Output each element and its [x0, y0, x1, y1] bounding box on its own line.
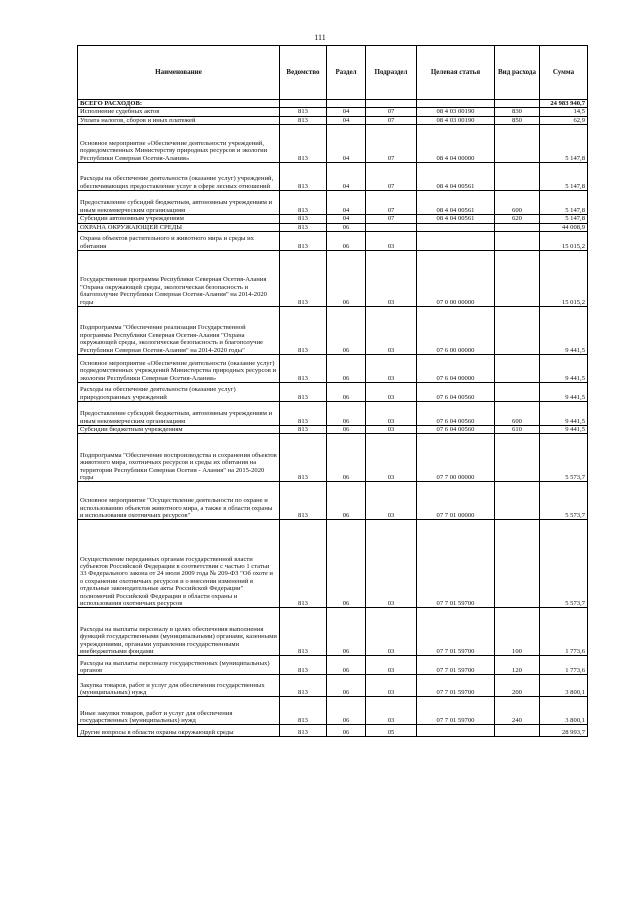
- cell-department: 813: [280, 231, 327, 250]
- cell-department: 813: [280, 608, 327, 656]
- table-row: [78, 697, 588, 725]
- cell-amount: 3 800,1: [540, 697, 588, 725]
- cell-subsection: 07: [366, 125, 417, 163]
- cell-name: Расходы на выплаты персоналу государственных (муниципальных) органов: [78, 656, 280, 675]
- cell-section: [327, 100, 366, 108]
- cell-amount: 14,5: [540, 108, 588, 116]
- header-subsection: Подраздел: [366, 46, 417, 100]
- cell-expense-type: 240: [495, 697, 540, 725]
- cell-department: 813: [280, 434, 327, 482]
- cell-target-article: 07 7 01 59700: [417, 697, 495, 725]
- cell-subsection: 03: [366, 520, 417, 608]
- cell-target-article: 07 6 00 00000: [417, 306, 495, 354]
- cell-expense-type: [495, 163, 540, 191]
- cell-name: Исполнение судебных актов: [78, 108, 280, 116]
- cell-department: 813: [280, 163, 327, 191]
- cell-expense-type: 600: [495, 401, 540, 425]
- table-row: [78, 354, 588, 382]
- table-row: [78, 608, 588, 656]
- table-row: [78, 231, 588, 250]
- cell-expense-type: 830: [495, 108, 540, 116]
- cell-target-article: 08 4 04 00561: [417, 191, 495, 215]
- cell-subsection: 03: [366, 231, 417, 250]
- cell-target-article: 07 7 01 59700: [417, 608, 495, 656]
- cell-target-article: 07 7 01 59700: [417, 520, 495, 608]
- cell-expense-type: [495, 250, 540, 306]
- cell-section: 06: [327, 697, 366, 725]
- cell-expense-type: [495, 434, 540, 482]
- cell-subsection: 03: [366, 675, 417, 697]
- cell-expense-type: [495, 223, 540, 231]
- cell-name: Основное мероприятие «Обеспечение деятельности учреждений, подведомственных Министерству природных ресурсов и экологии Республики Северная Осетия-Алания»: [78, 125, 280, 163]
- table-row: [78, 482, 588, 520]
- cell-target-article: [417, 223, 495, 231]
- cell-subsection: 03: [366, 354, 417, 382]
- cell-subsection: 03: [366, 401, 417, 425]
- cell-section: 06: [327, 231, 366, 250]
- table-row: [78, 250, 588, 306]
- table-row: [78, 656, 588, 675]
- cell-expense-type: 620: [495, 215, 540, 223]
- cell-department: 813: [280, 215, 327, 223]
- table-row: [78, 191, 588, 215]
- cell-subsection: 07: [366, 163, 417, 191]
- table-row: [78, 116, 588, 124]
- cell-section: 06: [327, 520, 366, 608]
- cell-department: 813: [280, 223, 327, 231]
- cell-department: 813: [280, 125, 327, 163]
- cell-section: 06: [327, 401, 366, 425]
- cell-amount: 5 147,8: [540, 163, 588, 191]
- cell-name: Предоставление субсидий бюджетным, автономным учреждениям и иным некоммерческим организациям: [78, 191, 280, 215]
- header-department: Ведомство: [280, 46, 327, 100]
- cell-subsection: 05: [366, 725, 417, 737]
- table-row: [78, 100, 588, 108]
- cell-expense-type: [495, 725, 540, 737]
- table-row: [78, 401, 588, 425]
- cell-department: 813: [280, 382, 327, 401]
- cell-amount: 5 573,7: [540, 434, 588, 482]
- cell-target-article: 08 4 04 00561: [417, 163, 495, 191]
- cell-target-article: 07 6 04 00560: [417, 382, 495, 401]
- cell-amount: 62,9: [540, 116, 588, 124]
- cell-target-article: 07 7 01 59700: [417, 656, 495, 675]
- budget-table: [77, 45, 588, 737]
- cell-subsection: 03: [366, 250, 417, 306]
- cell-subsection: 03: [366, 425, 417, 433]
- table-row: [78, 163, 588, 191]
- cell-target-article: 07 6 04 00000: [417, 354, 495, 382]
- cell-department: 813: [280, 116, 327, 124]
- table-row: [78, 434, 588, 482]
- cell-name: Расходы на выплаты персоналу в целях обеспечения выполнения функций государственными (муниципальными) органами, казенными учреждениями, органами управления государственными внебюджетными фондами: [78, 608, 280, 656]
- cell-name: Основное мероприятие «Обеспечение деятельности (оказание услуг) подведомственных учреждений Министерства природных ресурсов и экологии Республики Северная Осетия-Алания»: [78, 354, 280, 382]
- cell-amount: 9 441,5: [540, 306, 588, 354]
- cell-name: Подпрограмма "Обеспечение реализации Государственной программы Республики Северная Осетия-Алания "Охрана окружающей среды, экологическая безопасность и благополучие Республики Северная Осетия-Алания" на 2014-2020 годы": [78, 306, 280, 354]
- cell-expense-type: [495, 231, 540, 250]
- cell-section: 04: [327, 108, 366, 116]
- cell-amount: 15 015,2: [540, 231, 588, 250]
- cell-subsection: 03: [366, 656, 417, 675]
- cell-subsection: 03: [366, 306, 417, 354]
- cell-subsection: 07: [366, 215, 417, 223]
- cell-target-article: 07 7 00 00000: [417, 434, 495, 482]
- cell-amount: 28 993,7: [540, 725, 588, 737]
- cell-expense-type: [495, 520, 540, 608]
- cell-section: 04: [327, 163, 366, 191]
- cell-department: 813: [280, 354, 327, 382]
- cell-section: 06: [327, 250, 366, 306]
- cell-department: 813: [280, 675, 327, 697]
- cell-name: Другие вопросы в области охраны окружающей среды: [78, 725, 280, 737]
- cell-subsection: 03: [366, 382, 417, 401]
- cell-name: Охрана объектов растительного и животного мира и среды их обитания: [78, 231, 280, 250]
- cell-department: 813: [280, 250, 327, 306]
- table-row: [78, 675, 588, 697]
- cell-name: Иные закупки товаров, работ и услуг для обеспечения государственных (муниципальных) нужд: [78, 697, 280, 725]
- cell-amount: 9 441,5: [540, 354, 588, 382]
- cell-target-article: 08 4 04 00000: [417, 125, 495, 163]
- cell-section: 06: [327, 675, 366, 697]
- cell-section: 06: [327, 608, 366, 656]
- cell-amount: 1 773,6: [540, 656, 588, 675]
- cell-name: ВСЕГО РАСХОДОВ:: [78, 100, 280, 108]
- table-row: [78, 223, 588, 231]
- cell-amount: 24 983 940,7: [540, 100, 588, 108]
- cell-amount: 5 147,8: [540, 191, 588, 215]
- cell-target-article: 08 4 03 00190: [417, 108, 495, 116]
- cell-amount: 5 147,8: [540, 215, 588, 223]
- cell-section: 06: [327, 306, 366, 354]
- cell-section: 04: [327, 125, 366, 163]
- cell-expense-type: 100: [495, 608, 540, 656]
- cell-subsection: 07: [366, 116, 417, 124]
- cell-expense-type: 120: [495, 656, 540, 675]
- table-row: [78, 108, 588, 116]
- cell-section: 06: [327, 656, 366, 675]
- table-row: [78, 725, 588, 737]
- cell-amount: 3 800,1: [540, 675, 588, 697]
- cell-department: 813: [280, 725, 327, 737]
- cell-amount: 1 773,6: [540, 608, 588, 656]
- cell-subsection: 07: [366, 191, 417, 215]
- cell-target-article: [417, 231, 495, 250]
- cell-name: Закупка товаров, работ и услуг для обеспечения государственных (муниципальных) нужд: [78, 675, 280, 697]
- cell-name: Предоставление субсидий бюджетным, автономным учреждениям и иным некоммерческим организациям: [78, 401, 280, 425]
- cell-expense-type: [495, 125, 540, 163]
- cell-department: 813: [280, 306, 327, 354]
- cell-expense-type: [495, 354, 540, 382]
- cell-section: 04: [327, 215, 366, 223]
- cell-target-article: 08 4 04 00561: [417, 215, 495, 223]
- cell-name: Уплата налогов, сборов и иных платежей: [78, 116, 280, 124]
- cell-expense-type: 610: [495, 425, 540, 433]
- cell-subsection: [366, 100, 417, 108]
- cell-expense-type: [495, 382, 540, 401]
- cell-target-article: [417, 725, 495, 737]
- table-row: [78, 520, 588, 608]
- cell-amount: 5 147,8: [540, 125, 588, 163]
- cell-department: 813: [280, 520, 327, 608]
- cell-amount: 9 441,5: [540, 425, 588, 433]
- cell-expense-type: 850: [495, 116, 540, 124]
- cell-name: Расходы на обеспечение деятельности (оказание услуг) учреждений, обеспечивающих предоставление услуг в сфере лесных отношений: [78, 163, 280, 191]
- cell-expense-type: 600: [495, 191, 540, 215]
- cell-name: Государственная программа Республики Северная Осетия-Алания "Охрана окружающей среды, экологическая безопасность и благополучие Республики Северная Осетия-Алания" на 2014-2020 годы: [78, 250, 280, 306]
- cell-name: Субсидии автономным учреждениям: [78, 215, 280, 223]
- cell-target-article: 07 0 00 00000: [417, 250, 495, 306]
- cell-target-article: [417, 100, 495, 108]
- header-target-article: Целевая статья: [417, 46, 495, 100]
- header-row: [78, 46, 588, 100]
- cell-name: Основное мероприятие "Осуществление деятельности по охране и использованию объектов животного мира, а также в области охраны и использования охотничьих ресурсов": [78, 482, 280, 520]
- cell-amount: 44 008,9: [540, 223, 588, 231]
- cell-department: [280, 100, 327, 108]
- cell-amount: 15 015,2: [540, 250, 588, 306]
- cell-subsection: 03: [366, 608, 417, 656]
- cell-name: ОХРАНА ОКРУЖАЮЩЕЙ СРЕДЫ: [78, 223, 280, 231]
- cell-name: Подпрограмма "Обеспечение воспроизводства и сохранения объектов животного мира, охотничьих ресурсов и среды их обитания на территории Республики Северная Осетия - Алания" на 2015-2020 годы: [78, 434, 280, 482]
- table-body: [78, 100, 588, 737]
- cell-target-article: 07 7 01 59700: [417, 675, 495, 697]
- cell-subsection: [366, 223, 417, 231]
- cell-department: 813: [280, 697, 327, 725]
- cell-expense-type: [495, 100, 540, 108]
- cell-subsection: 03: [366, 434, 417, 482]
- cell-department: 813: [280, 482, 327, 520]
- cell-section: 06: [327, 425, 366, 433]
- cell-name: Субсидии бюджетным учреждениям: [78, 425, 280, 433]
- cell-name: Расходы на обеспечение деятельности (оказание услуг) природоохранных учреждений: [78, 382, 280, 401]
- cell-target-article: 07 7 01 00000: [417, 482, 495, 520]
- cell-section: 06: [327, 382, 366, 401]
- table-row: [78, 125, 588, 163]
- cell-target-article: 07 6 04 00560: [417, 425, 495, 433]
- cell-section: 04: [327, 116, 366, 124]
- cell-target-article: 08 4 03 00190: [417, 116, 495, 124]
- cell-department: 813: [280, 401, 327, 425]
- cell-section: 06: [327, 434, 366, 482]
- cell-name: Осуществление переданных органам государственной власти субъектов Российской Федерации в соответствии с частью 1 статьи 33 Федерального закона от 24 июля 2009 года № 209-ФЗ "Об охоте и о сохранении охотничьих ресурсов и о внесении изменений в отдельные законодательные акты Российской Федерации" полномочий Российской Федерации в области охраны и использования охотничьих ресурсов: [78, 520, 280, 608]
- header-section: Раздел: [327, 46, 366, 100]
- cell-subsection: 03: [366, 697, 417, 725]
- table-row: [78, 425, 588, 433]
- cell-department: 813: [280, 191, 327, 215]
- table-row: [78, 382, 588, 401]
- page-number: 111: [314, 33, 326, 42]
- cell-section: 06: [327, 482, 366, 520]
- cell-amount: 5 573,7: [540, 520, 588, 608]
- cell-expense-type: 200: [495, 675, 540, 697]
- table-row: [78, 215, 588, 223]
- cell-amount: 5 573,7: [540, 482, 588, 520]
- header-name: Наименование: [78, 46, 280, 100]
- cell-department: 813: [280, 108, 327, 116]
- cell-amount: 9 441,5: [540, 382, 588, 401]
- header-amount: Сумма: [540, 46, 588, 100]
- cell-section: 06: [327, 725, 366, 737]
- cell-expense-type: [495, 482, 540, 520]
- cell-subsection: 03: [366, 482, 417, 520]
- cell-target-article: 07 6 04 00560: [417, 401, 495, 425]
- table-row: [78, 306, 588, 354]
- cell-department: 813: [280, 425, 327, 433]
- cell-department: 813: [280, 656, 327, 675]
- cell-section: 06: [327, 223, 366, 231]
- cell-amount: 9 441,5: [540, 401, 588, 425]
- cell-section: 06: [327, 354, 366, 382]
- cell-subsection: 07: [366, 108, 417, 116]
- cell-expense-type: [495, 306, 540, 354]
- header-expense-type: Вид расхода: [495, 46, 540, 100]
- cell-section: 04: [327, 191, 366, 215]
